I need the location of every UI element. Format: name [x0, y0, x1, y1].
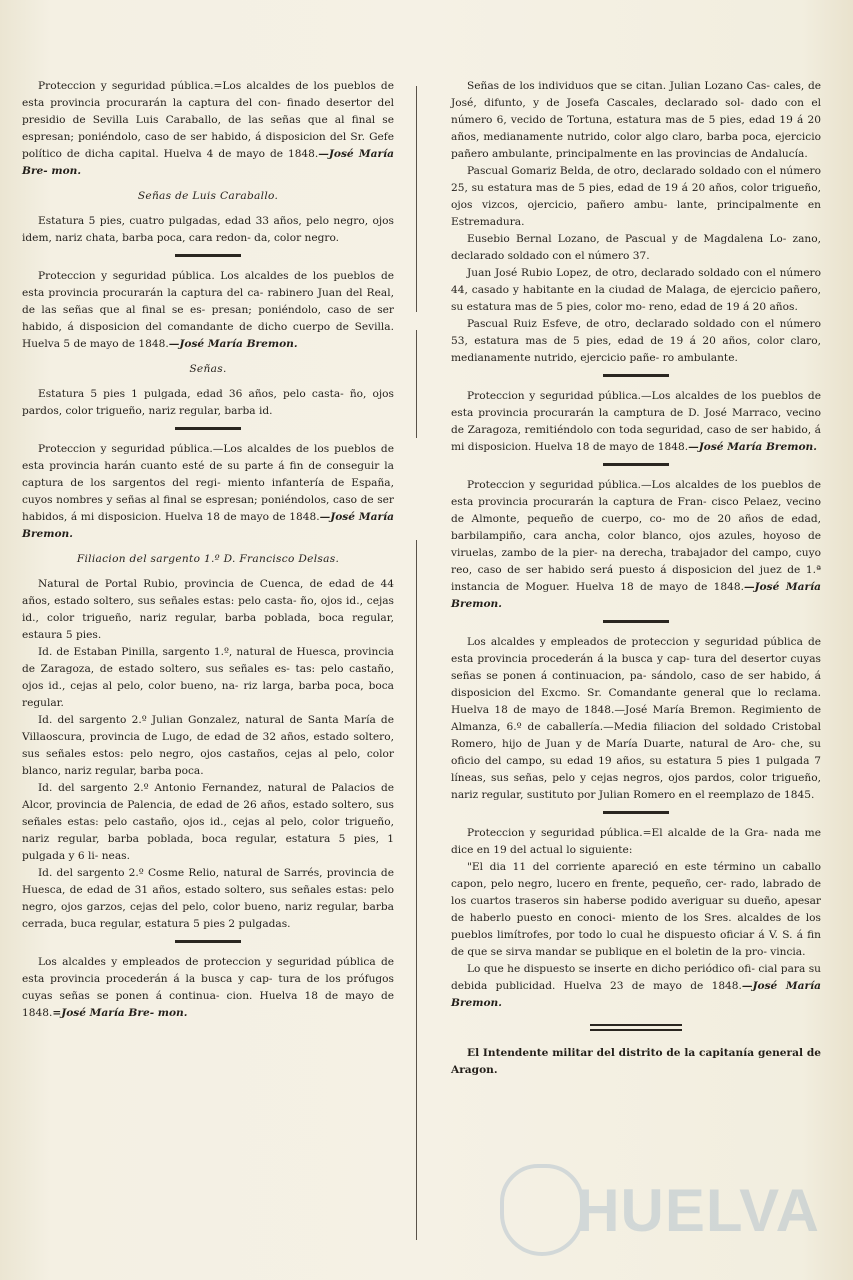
description-rubio: Juan José Rubio Lopez, de otro, declarado soldado con el número 44, casado y habitante en la ciudad de Malaga, de ejercicio pañero, su estatura mas de 5 pies, color mo- reno, edad de 19 á 20 años. [451, 267, 821, 313]
notice-pelaez: Proteccion y seguridad pública.—Los alcaldes de los pueblos de esta provincia procurarán la captura de Fran- cisco Pelaez, vecino de Almonte, pequeño de cuerpo, co- mo de 20 años de edad, barbilampiño, cara ancha, color blanco, ojos azules, hoyoso de viruelas, zambo de la pier- na derecha, trabajador del campo, cuyo reo, caso de ser habido será puesto á disposicion del juez de 1.ª instancia de Moguer. Huelva 18 de mayo de 1848.—José María Bremon. [451, 479, 821, 610]
left-column [22, 78, 394, 1022]
signature: —José María Bremon. [22, 511, 394, 540]
notice-sargentos: Proteccion y seguridad pública.—Los alcaldes de los pueblos de esta provincia harán cuanto esté de su parte á fin de conseguir la captura de los sargentos del regi- miento infantería de España, cuyos nombres y señas al final se espresan; poniéndolos, caso de ser habidos, á mi disposicion. Huelva 18 de mayo de 1848.—José María Bremon. [22, 443, 394, 540]
notice-juan-del-real: Proteccion y seguridad pública. Los alcaldes de los pueblos de esta provincia procurarán la captura del ca- rabinero Juan del Real, de las señas que al final se es- presan; poniéndolo, caso de ser habido, á disposicion del comandante de dicho cuerpo de Sevilla. Huelva 5 de mayo de 1848.—José María Bremon. [22, 270, 394, 350]
description-bernal: Eusebio Bernal Lozano, de Pascual y de Magdalena Lo- zano, declarado soldado con el número 37. [451, 233, 821, 262]
description-gonzalez: Id. del sargento 2.º Julian Gonzalez, natural de Santa María de Villaoscura, provincia de Lugo, de edad de 32 años, estado soltero, sus señales estos: pelo negro, ojos castaños, cejas al pelo, color blanco, nariz regular, barba poca. [22, 714, 394, 777]
signature: =José María Bre- mon. [52, 1007, 188, 1019]
description-juan-del-real: Estatura 5 pies 1 pulgada, edad 36 años, pelo casta- ño, ojos pardos, color trigueño, nariz regular, barba id. [22, 388, 394, 417]
notice-marraco: Proteccion y seguridad pública.—Los alcaldes de los pueblos de esta provincia procurarán la camptura de D. José Marraco, vecino de Zaragoza, remitiéndolo con toda seguridad, caso de ser habido, á mi disposicion. Huelva 18 de mayo de 1848.—José María Bremon. [451, 390, 821, 453]
description-gomariz: Pascual Gomariz Belda, de otro, declarado soldado con el número 25, su estatura mas de 5 pies, edad de 19 á 20 años, color trigueño, ojos vizcos, ojercicio, pañero ambu- lante, principalmente en Estremadura. [451, 165, 821, 228]
right-column [451, 78, 821, 1079]
double-separator [590, 1024, 682, 1031]
archive-watermark [500, 1160, 820, 1260]
notice-romero: Los alcaldes y empleados de proteccion y seguridad pública de esta provincia procederán á la busca y cap- tura del desertor cuyas señas se ponen á continuacion, pa- sándolo, caso de ser habido, á disposicion del Excmo. Sr. Comandante general que lo reclama. Huelva 18 de mayo de 1848.—José María Bremon. Regimiento de Almanza, 6.º de caballería.—Media filiacion del soldado Cristobal Romero, hijo de Juan y de María Duarte, natural de Aro- che, su oficio del campo, su edad 19 años, su estatura 5 pies 1 pulgada 7 líneas, sus señas, pelo y cejas negros, ojos pardos, color trigueño, nariz regular, sustituto por Julian Romero en el reemplazo de 1845. [451, 636, 821, 801]
separator [603, 620, 669, 623]
description-ruiz: Pascual Ruiz Esfeve, de otro, declarado soldado con el número 53, estatura mas de 5 pies, edad de 19 á 20 años, color claro, medianamente nutrido, ejercicio pañe- ro ambulante. [451, 318, 821, 364]
separator [603, 374, 669, 377]
separator [175, 427, 241, 430]
notice-caballo-close: Lo que he dispuesto se inserte en dicho periódico ofi- cial para su debida publicidad. Huelva 23 de mayo de 1848.—José María Bremon. [451, 963, 821, 1009]
heading-filiacion: Filiacion del sargento 1.º D. Francisco Delsas. [76, 553, 340, 565]
notice-caballo-quote: "El dia 11 del corriente apareció en este término un caballo capon, pelo negro, lucero en frente, pequeño, cer- rado, labrado de los cuartos traseros sin haberse podido averiguar su dueño, apesar de haberlo puesto en conoci- miento de los Sres. alcaldes de los pueblos limítrofes, por todo lo cual he dispuesto oficiar á V. S. á fin de que se sirva mandar se publique en el boletin de la pro- vincia. [451, 861, 821, 958]
heading-senas-caraballo: Señas de Luis Caraballo. [137, 190, 279, 202]
notice-caballo-intro: Proteccion y seguridad pública.=El alcalde de la Gra- nada me dice en 19 del actual lo siguiente: [451, 827, 821, 856]
description-delsas: Natural de Portal Rubio, provincia de Cuenca, de edad de 44 años, estado soltero, sus señales estas: pelo casta- ño, ojos id., cejas id., color trigueño, nariz regular, barba poblada, boca regular, estaura 5 pies. [22, 578, 394, 641]
description-pinilla: Id. de Estaban Pinilla, sargento 1.º, natural de Huesca, provincia de Zaragoza, de estado soltero, sus señales es- tas: pelo castaño, ojos id., cejas al pelo, color bueno, na- riz larga, barba poca, boca regular. [22, 646, 394, 709]
description-relio: Id. del sargento 2.º Cosme Relio, natural de Sarrés, provincia de Huesca, de edad de 31 años, estado soltero, sus señales estas: pelo negro, ojos garzos, cejas del pelo, color bueno, nariz regular, barba cerrada, buca regular, estatura 5 pies 2 pulgadas. [22, 867, 394, 930]
signature: —José María Bremon. [168, 338, 298, 350]
description-fernandez: Id. del sargento 2.º Antonio Fernandez, natural de Palacios de Alcor, provincia de Palencia, de edad de 26 años, estado soltero, sus señales estas: pelo castaño, ojos id., cejas al pelo, color trigueño, nariz regular, barba poblada, boca regular, estatura 5 pies, 1 pulgada y 6 li- neas. [22, 782, 394, 862]
column-rule-lower [416, 540, 417, 1240]
signature: —José María Bremon. [688, 441, 817, 453]
heading-intendente: El Intendente militar del distrito de la capitanía general de Aragon. [451, 1047, 821, 1076]
description-caraballo: Estatura 5 pies, cuatro pulgadas, edad 33 años, pelo negro, ojos idem, nariz chata, barba poca, cara redon- da, color negro. [22, 215, 394, 244]
watermark-text: HUELVA [576, 1177, 820, 1244]
description-lozano: Señas de los individuos que se citan. Julian Lozano Cas- cales, de José, difunto, y de Josefa Cascales, declarado sol- dado con el número 6, vecido de Tortuna, estatura mas de 5 pies, edad 19 á 20 años, medianamente nutrido, color algo claro, barba poca, ejercicio pañero ambulante, principalmente en las provincias de Andalucía. [451, 80, 821, 160]
notice-profugos: Los alcaldes y empleados de proteccion y seguridad pública de esta provincia procederán á la busca y cap- tura de los prófugos cuyas señas se ponen á continua- cion. Huelva 18 de mayo de 1848.=José María Bre- mon. [22, 956, 394, 1019]
notice-luis-caraballo: Proteccion y seguridad pública.=Los alcaldes de los pueblos de esta provincia procurarán la captura del con- finado desertor del presidio de Sevilla Luis Caraballo, de las señas que al final se espresan; poniéndolo, caso de ser habido, á disposicion del Sr. Gefe político de dicha capital. Huelva 4 de mayo de 1848.—José María Bre- mon. [22, 80, 394, 177]
separator [175, 940, 241, 943]
signature: —José María Bre- mon. [22, 148, 394, 177]
heading-senas: Señas. [189, 363, 227, 375]
signature: —José María Bremon. [451, 980, 821, 1009]
separator [175, 254, 241, 257]
separator [603, 463, 669, 466]
column-rule-upper [416, 86, 417, 312]
separator [603, 811, 669, 814]
signature: —José María Bremon. [451, 581, 821, 610]
coat-of-arms-icon [500, 1164, 584, 1256]
column-rule-middle [416, 330, 417, 438]
